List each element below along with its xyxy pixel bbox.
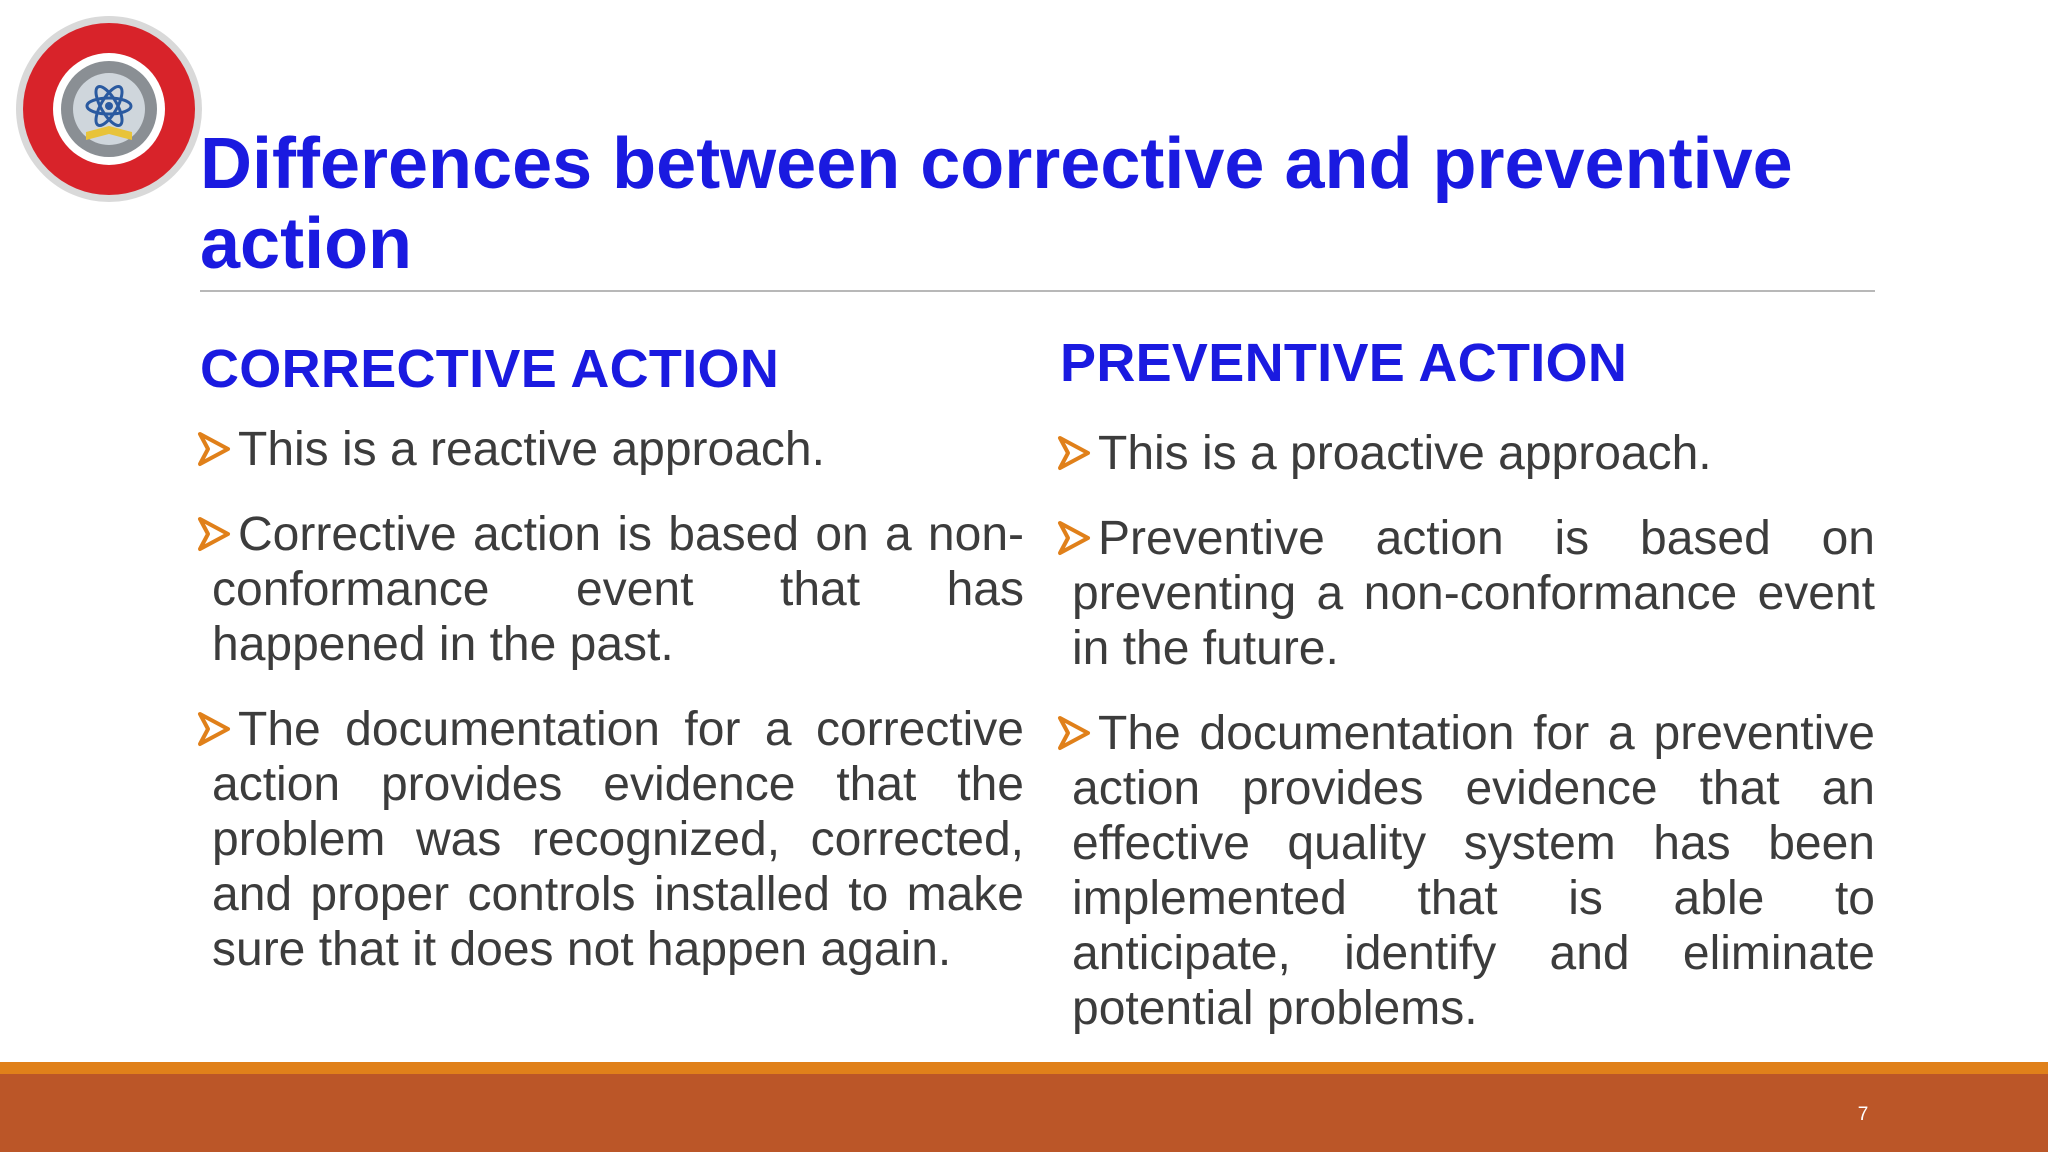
arrow-bullet-icon <box>1056 428 1092 478</box>
page-number: 7 <box>1857 1104 1869 1125</box>
arrow-bullet-icon <box>196 424 232 474</box>
arrow-bullet-icon <box>196 704 232 754</box>
preventive-bullet-2-text: Preventive action is based on preventing a non-conformance event in the future. <box>1072 512 1875 675</box>
preventive-action-heading: PREVENTIVE ACTION <box>1060 333 1628 393</box>
corrective-bullet-3 <box>200 702 1024 977</box>
preventive-bullet-3-text: The documentation for a preventive action provides evidence that an effective quality system has been implemented that is able to anticipate, identify and eliminate potential problems. <box>1072 707 1875 1035</box>
preventive-action-column <box>1060 330 1875 1036</box>
corrective-bullet-3-text: The documentation for a corrective action provides evidence that the problem was recognized, corrected, and proper controls installed to make sure that it does not happen again. <box>212 703 1024 976</box>
corrective-bullet-1 <box>200 422 1024 477</box>
title-divider <box>200 290 1875 292</box>
preventive-bullet-2 <box>1060 511 1875 676</box>
footer-accent-stripe <box>0 1062 2048 1074</box>
slide-title: Differences between corrective and preventive action <box>200 124 1793 284</box>
corrective-action-column <box>200 336 1024 977</box>
preventive-bullet-1-text: This is a proactive approach. <box>1098 427 1712 480</box>
footer-bar <box>0 1074 2048 1152</box>
corrective-action-heading: CORRECTIVE ACTION <box>200 339 780 399</box>
arrow-bullet-icon <box>196 509 232 559</box>
preventive-bullet-1 <box>1060 426 1875 481</box>
arrow-bullet-icon <box>1056 513 1092 563</box>
corrective-bullet-2 <box>200 507 1024 672</box>
institute-seal-logo <box>14 14 204 204</box>
corrective-bullet-2-text: Corrective action is based on a non-conformance event that has happened in the past. <box>212 508 1024 671</box>
corrective-bullet-1-text: This is a reactive approach. <box>238 423 825 476</box>
preventive-bullet-3 <box>1060 706 1875 1036</box>
arrow-bullet-icon <box>1056 708 1092 758</box>
